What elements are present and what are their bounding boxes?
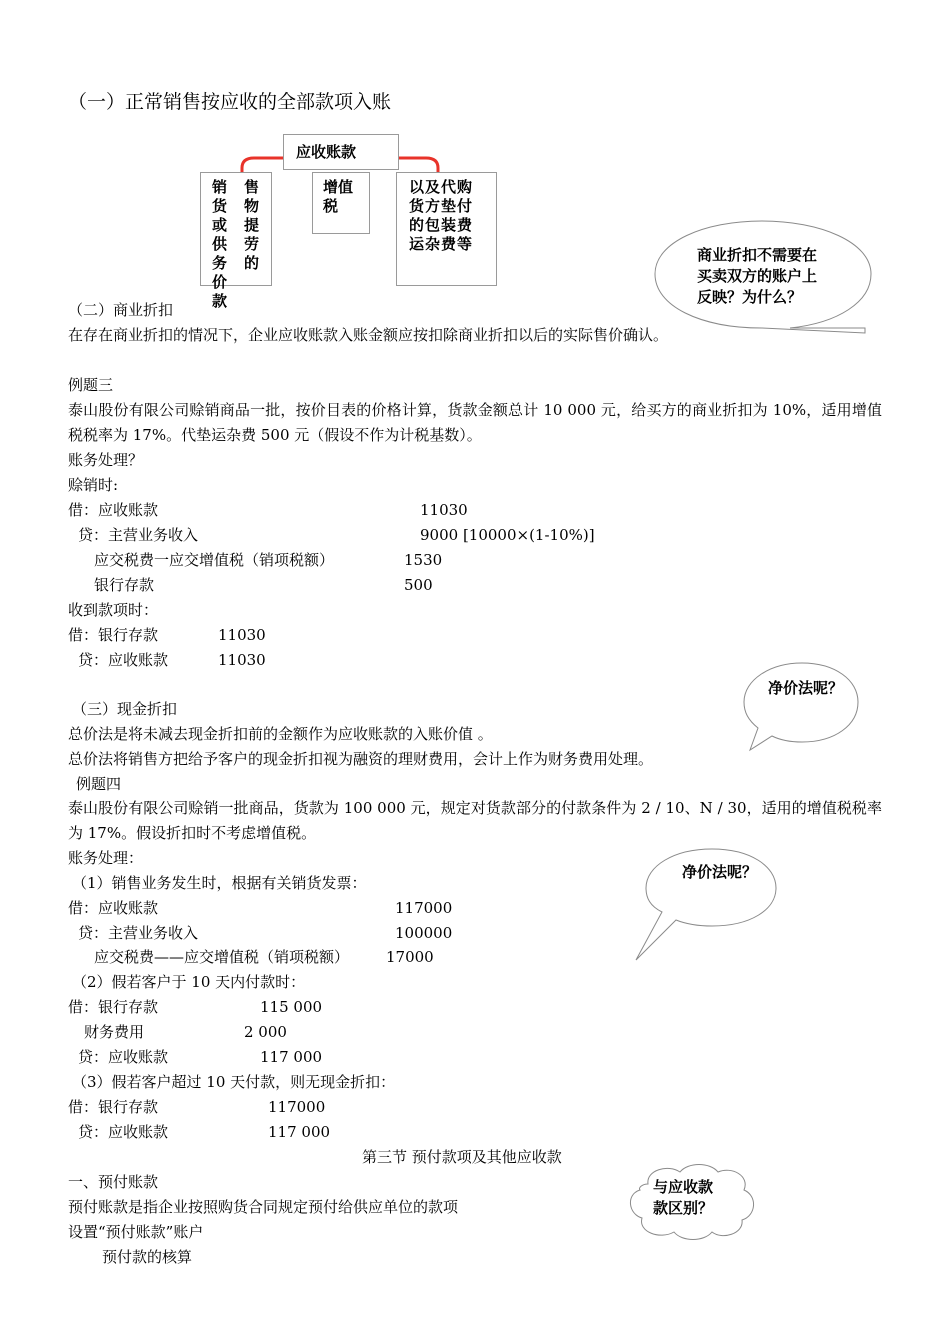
example-4-question: 账务处理： — [68, 849, 144, 867]
example-3-title: 例题三 — [68, 376, 114, 394]
entry-amount: 9000 [10000×(1-10%)] — [420, 526, 595, 544]
entry-amount: 115 000 — [260, 998, 323, 1016]
entry-amount: 11030 — [420, 501, 468, 519]
entry-amount: 117 000 — [268, 1123, 331, 1141]
sales-price-col1: 销 货 或 供 务 价款 — [212, 178, 228, 310]
entry-amount: 117000 — [395, 899, 453, 917]
step-2-label: （2）假若客户于 10 天内付款时： — [72, 973, 306, 991]
receivable-top-label: 应收账款 — [296, 143, 357, 161]
section-title-cash-discount: （三）现金折扣 — [72, 700, 178, 718]
prepaid-calc: 预付款的核算 — [102, 1248, 193, 1266]
example-3-question: 账务处理？ — [68, 451, 144, 469]
advances-label: 以及代购 货方垫付 的包装费 运杂费等 — [409, 178, 474, 253]
sales-price-box — [200, 172, 272, 310]
entry-account: 贷：主营业务收入 — [78, 526, 199, 544]
entry-amount: 117 000 — [260, 1048, 323, 1066]
callout-net-price-1-text: 净价法呢？ — [768, 679, 844, 697]
example-3-text: 泰山股份有限公司赊销商品一批，按价目表的价格计算，货款金额总计 10 000 元，给买方的商业折扣为 10%，适用增值税税率为 17%。代垫运杂费 500 元（假设不作为计税基数）。 — [68, 401, 882, 444]
entry-account: 借：应收账款 — [68, 501, 159, 519]
section-title-normal-sales: （一）正常销售按应收的全部款项入账 — [68, 91, 392, 113]
entry-account: 贷：主营业务收入 — [78, 924, 199, 942]
entry-amount: 117000 — [268, 1098, 326, 1116]
entry-amount: 2 000 — [244, 1023, 287, 1041]
commercial-discount-desc: 在存在商业折扣的情况下，企业应收账款入账金额应按扣除商业折扣以后的实际售价确认。 — [68, 326, 669, 344]
callout-commercial-discount-text: 商业折扣不需要在 买卖双方的账户上 反映？为什么？ — [697, 246, 818, 306]
entry-account: 贷：应收账款 — [78, 651, 169, 669]
entry-amount: 17000 — [386, 948, 434, 966]
example-4-title: 例题四 — [76, 775, 122, 793]
vat-label: 增值 税 — [323, 178, 354, 215]
cash-discount-desc-1: 总价法是将未减去现金折扣前的金额作为应收账款的入账价值 。 — [68, 725, 493, 743]
entry-amount: 1530 — [404, 551, 443, 569]
prepaid-setup: 设置“预付账款”账户 — [68, 1223, 204, 1241]
entry-account: 银行存款 — [94, 576, 155, 594]
entry-amount: 500 — [404, 576, 433, 594]
receive-time-label: 收到款项时： — [68, 601, 159, 619]
entry-account: 借：银行存款 — [68, 998, 159, 1016]
prepaid-subtitle: 一、预付账款 — [68, 1173, 159, 1191]
callout-shape — [740, 660, 862, 754]
entry-account: 借：应收账款 — [68, 899, 159, 917]
vat-box — [312, 172, 370, 234]
advances-box — [396, 172, 497, 286]
section-title-commercial-discount: （二）商业折扣 — [68, 301, 174, 319]
cash-discount-desc-2: 总价法将销售方把给予客户的现金折扣视为融资的理财费用，会计上作为财务费用处理。 — [68, 750, 654, 768]
entry-account: 应交税费一应交增值税（销项税额） — [94, 551, 335, 569]
entry-account: 贷：应收账款 — [78, 1048, 169, 1066]
chapter-heading: 第三节 预付款项及其他应收款 — [362, 1148, 562, 1166]
entry-account: 应交税费——应交增值税（销项税额） — [94, 948, 350, 966]
entry-account: 财务费用 — [84, 1023, 145, 1041]
example-4-text: 泰山股份有限公司赊销一批商品，货款为 100 000 元，规定对货款部分的付款条件为 2 / 10、N / 30，适用的增值税税率为 17%。假设折扣时不考虑增值税。 — [68, 799, 882, 842]
step-1-label: （1）销售业务发生时，根据有关销货发票： — [72, 874, 367, 892]
prepaid-desc: 预付账款是指企业按照购货合同规定预付给供应单位的款项 — [68, 1198, 459, 1216]
sales-price-col2: 售 物 提 劳 的 — [244, 178, 260, 272]
entry-amount: 11030 — [218, 626, 266, 644]
entry-amount: 100000 — [395, 924, 453, 942]
sale-time-label: 赊销时: — [68, 476, 119, 494]
callout-net-price-2-text: 净价法呢？ — [682, 863, 758, 881]
entry-account: 借：银行存款 — [68, 1098, 159, 1116]
receivable-top-box — [283, 134, 399, 170]
entry-amount: 11030 — [218, 651, 266, 669]
entry-account: 贷：应收账款 — [78, 1123, 169, 1141]
entry-account: 借：银行存款 — [68, 626, 159, 644]
callout-difference-text: 与应收款 款区别？ — [653, 1178, 714, 1217]
step-3-label: （3）假若客户超过 10 天付款，则无现金折扣： — [72, 1073, 396, 1091]
